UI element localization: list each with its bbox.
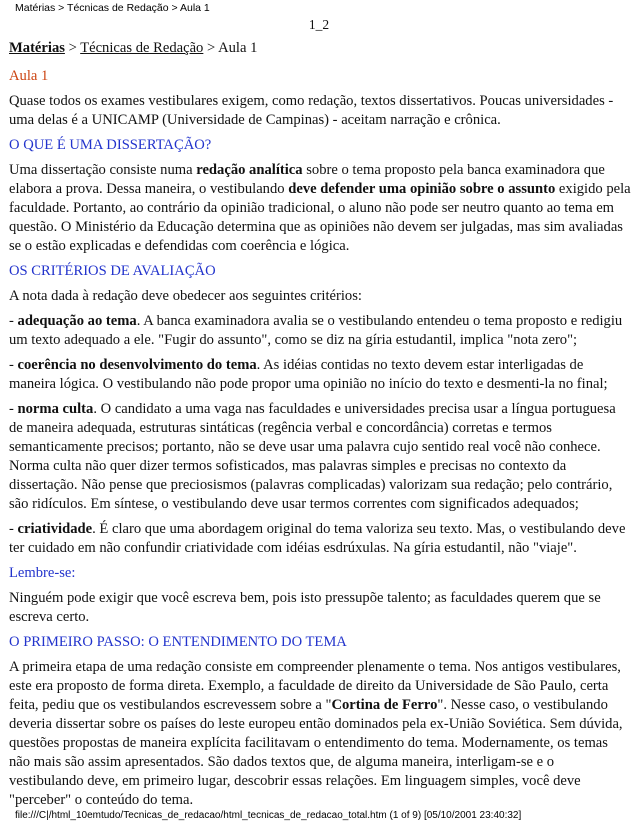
breadcrumb-materias-link[interactable]: Matérias (9, 40, 65, 56)
criterion-criatividade: - criatividade. É claro que uma abordagem original do tema valoriza seu texto. Mas, o vestibulando deve ter cuidado em não confundir criatividade com idéias esdrúxulas. Na gíria estudantil, não "viaje". (9, 521, 626, 556)
aula-title: Aula 1 (9, 68, 49, 84)
breadcrumb-current: Aula 1 (218, 40, 258, 56)
section-heading-criterios: OS CRITÉRIOS DE AVALIAÇÃO (9, 263, 216, 279)
section-heading-primeiro-passo: O PRIMEIRO PASSO: O ENTENDIMENTO DO TEMA (9, 634, 347, 650)
lembre-se-paragraph: Ninguém pode exigir que você escreva bem, pois isto pressupõe talento; as faculdades querem que se escreva certo. (9, 590, 601, 625)
intro-paragraph: Quase todos os exames vestibulares exigem, como redação, textos dissertativos. Poucas universidades - uma delas é a UNICAMP (Universidade de Campinas) - aceitam narração e crônica. (9, 93, 614, 128)
print-header: Matérias > Técnicas de Redação > Aula 1 (15, 2, 210, 14)
criterion-adequacao: - adequação ao tema. A banca examinadora avalia se o vestibulando entendeu o tema proposto e redigiu um texto adequado a ele. "Fugir do assunto", como se diz na gíria estudantil, implica "nota zero"; (9, 313, 623, 348)
print-footer: file:///C|/html_10emtudo/Tecnicas_de_redacao/html_tecnicas_de_redacao_total.htm (1 of 9) [05/10/2001 23:40:32] (15, 810, 522, 821)
dissertacao-paragraph: Uma dissertação consiste numa redação analítica sobre o tema proposto pela banca examinadora que elabora a prova. Dessa maneira, o vestibulando deve defender uma opinião sobre o assunto exigido pela faculdade. Portanto, ao contrário da opinião tradicional, o aluno não pode ser neutro quanto ao tema em questão. O Ministério da Educação determina que as opiniões não devem ser julgadas, mas sim avaliadas se o estão explicadas e defendidas com coerência e lógica. (9, 162, 631, 254)
criterion-coerencia: - coerência no desenvolvimento do tema. As idéias contidas no texto devem estar interligadas de maneira lógica. O vestibulando não pode propor uma opinião no início do texto e desmenti-la no final; (9, 357, 608, 392)
lembre-se-heading: Lembre-se: (9, 565, 76, 581)
section-heading-dissertacao: O QUE É UMA DISSERTAÇÃO? (9, 137, 212, 153)
breadcrumb (9, 39, 631, 58)
breadcrumb-separator: > (203, 40, 219, 56)
primeiro-passo-paragraph: A primeira etapa de uma redação consiste em compreender plenamente o tema. Nos antigos vestibulares, este era proposto de forma direta. Exemplo, a faculdade de direito da Universidade de São Paulo, certa feita, pediu que os vestibulandos escrevessem sobre a "Cortina de Ferro". Nesse caso, o vestibulando deveria dissertar sobre os países do leste europeu então dominados pela ex-União Soviética. Sem dúvida, questões propostas de maneira explícita facilitavam o entendimento do tema. Modernamente, os temas não mais são assim apresentados. São dados textos que, de alguma maneira, interligam-se e o vestibulando deve, em primeiro lugar, descobrir essas relações. Em linguagem simples, você deve "perceber" o conteúdo do tema. (9, 659, 623, 808)
criterion-norma-culta: - norma culta. O candidato a uma vaga nas faculdades e universidades precisa usar a língua portuguesa de maneira adequada, estruturas sintáticas (regência verbal e concordância) corretas e termos semanticamente precisos; portanto, não se deve usar uma palavra cujo sentido real você não conhece. Norma culta não quer dizer termos sofisticados, mas palavras simples e precisas no contexto da dissertação. Não pense que preciosismos (palavras complicadas) valorizam sua redação; pelo contrário, são ridículos. Em síntese, o vestibulando deve usar termos correntes com significados adequados; (9, 401, 616, 512)
document-body (9, 39, 631, 816)
breadcrumb-tecnicas-link[interactable]: Técnicas de Redação (80, 40, 204, 56)
breadcrumb-separator: > (64, 40, 81, 56)
criterios-intro: A nota dada à redação deve obedecer aos seguintes critérios: (9, 288, 362, 304)
page-label: 1_2 (308, 17, 330, 32)
